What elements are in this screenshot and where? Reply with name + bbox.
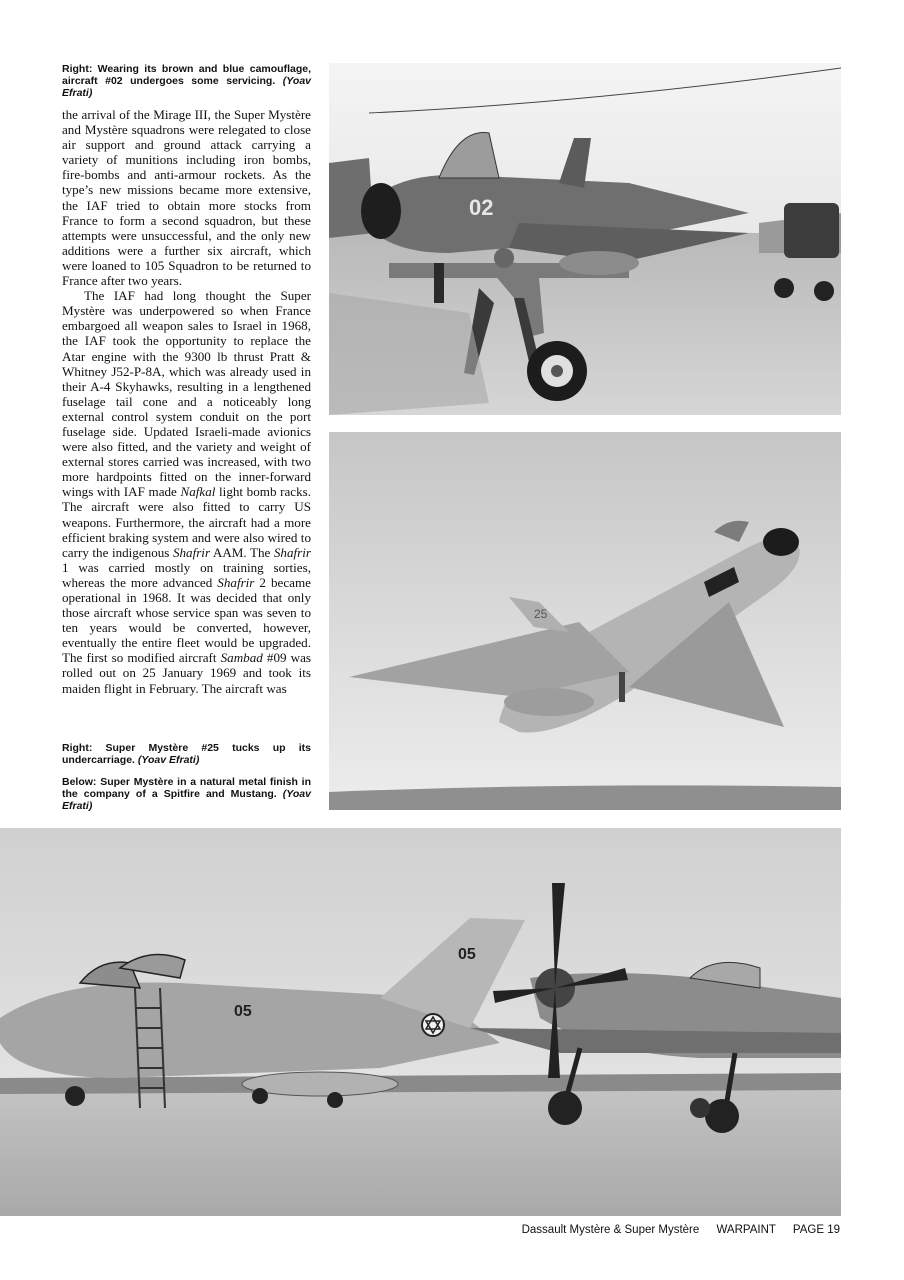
- term-shafrir: Shafrir: [172, 544, 211, 560]
- caption-middle-credit: (Yoav Efrati): [137, 754, 200, 766]
- term-sambad: Sambad: [220, 650, 263, 666]
- page-footer: [522, 1224, 840, 1236]
- photo-servicing-aircraft-02: [329, 63, 841, 415]
- footer-page-number: PAGE 19: [792, 1224, 840, 1236]
- caption-top-text: Right: Wearing its brown and blue camouflage, aircraft #02 undergoes some servicing.: [62, 63, 311, 87]
- caption-top: [62, 63, 311, 99]
- caption-bottom: [62, 776, 311, 812]
- photo-aircraft-05-with-mustang: [0, 828, 841, 1216]
- body-p2-part-e: 2 became operational in 1968. It was decided that only those aircraft whose service span was seven to ten years would be converted, however, eventually the entire fleet would be upgraded. The first so modified aircraft: [62, 574, 311, 666]
- body-paragraph-1: the arrival of the Mirage III, the Super Mystère and Mystère squadrons were relegated to close air support and ground attack carrying a variety of munitions including iron bombs, fire-bombs and anti-armour rockets. As the type’s new missions became more extensive, the IAF tried to obtain more stocks from France to form a second squadron, but these attempts were unsuccessful, and the only new additions were a further six aircraft, which were loaned to 105 Squadron to be returned to France after two years.: [62, 107, 311, 289]
- fin-code-05: 05: [458, 946, 476, 963]
- term-shafrir-2: Shafrir: [217, 574, 255, 590]
- body-text-column: [62, 107, 311, 696]
- tail-code-02: 02: [469, 195, 494, 220]
- body-p2-part-d: 1 was carried mostly on training sorties, whereas the more advanced: [62, 559, 311, 590]
- photo-flight-image: [329, 432, 841, 810]
- term-nafkal: Nafkal: [180, 484, 216, 500]
- body-paragraph-2: [62, 288, 311, 696]
- caption-bottom-credit: (Yoav Efrati): [62, 788, 311, 812]
- tail-code-25: 25: [534, 607, 548, 621]
- body-p2-part-c: AAM. The: [212, 544, 271, 560]
- photo-servicing-image: [329, 63, 841, 415]
- body-p2-part-b: light bomb racks. The aircraft were also fitted to carry US weapons. Furthermore, the aircraft had a more efficient braking system and were also wired to carry the indigenous: [62, 484, 312, 560]
- caption-top-credit: (Yoav Efrati): [62, 75, 312, 99]
- caption-middle-text: Right: Super Mystère #25 tucks up its undercarriage.: [62, 742, 311, 766]
- photo-lineup-image: [0, 828, 841, 1216]
- caption-bottom-text: Below: Super Mystère in a natural metal finish in the company of a Spitfire and Mustang.: [62, 776, 311, 800]
- footer-brand: WARPAINT: [716, 1224, 776, 1236]
- fuselage-code-05: 05: [234, 1003, 252, 1020]
- photo-aircraft-25-in-flight: [329, 432, 841, 810]
- caption-middle: [62, 742, 311, 766]
- body-p2-part-a: The IAF had long thought the Super Mystère was underpowered so when France embargoed all weapon sales to Israel in 1968, the IAF took the opportunity to replace the Atar engine with the 9300 lb thrust Pratt & Whitney J52-P-8A, which was already used in their A-4 Skyhawks, resulting in a lengthened fuselage tail cone and a noticeably long external control system conduit on the port fuselage side. Updated Israeli-made avionics were also fitted, and the variety and weight of external stores carried was increased, with two more hardpoints fitted on the inner-forward wings with IAF made: [62, 288, 311, 500]
- body-p2-part-f: #09 was rolled out on 25 January 1969 and took its maiden flight in February. The aircraft was: [62, 650, 311, 696]
- term-shafrir-1: Shafrir: [273, 544, 311, 560]
- footer-title: Dassault Mystère & Super Mystère: [521, 1224, 700, 1236]
